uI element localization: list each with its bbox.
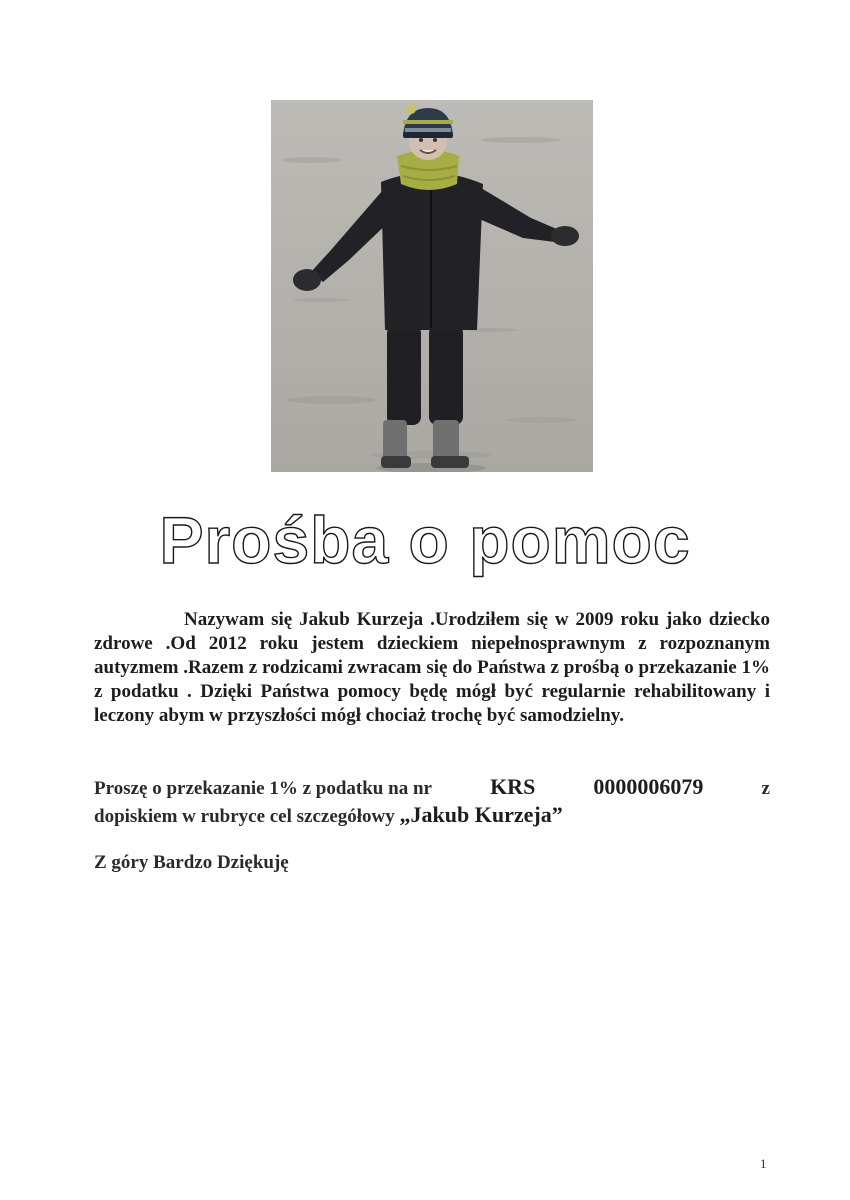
page-number: 1 (760, 1156, 767, 1171)
tax-request-prefix: Proszę o przekazanie 1% z podatku na nr (94, 778, 432, 799)
tax-request (94, 774, 770, 830)
tax-request-after-number: z (761, 778, 770, 799)
krs-label: KRS (490, 774, 536, 799)
appeal-text: Nazywam się Jakub Kurzeja .Urodziłem się w 2009 roku jako dziecko zdrowe .Od 2012 roku jestem dzieckiem niepełnosprawnym z rozpoznanym autyzmem .Razem z rodzicami zwracam się do Państwa z prośbą o przekazanie 1% z podatku . Dzięki Państwa pomocy będę mógł być regularnie rehabilitowany i leczony abym w przyszłości mógł chociaż trochę być samodzielny. (94, 609, 770, 726)
boy-photo (271, 100, 593, 472)
appeal-paragraph (94, 608, 770, 728)
tax-request-line2-prefix: dopiskiem w rubryce cel szczegółowy (94, 806, 395, 827)
krs-number: 0000006079 (593, 774, 704, 799)
tax-request-line-1 (94, 774, 770, 802)
signoff: Z góry Bardzo Dziękuję (94, 852, 289, 873)
tax-request-line-2 (94, 802, 770, 830)
goal-name: „Jakub Kurzeja” (399, 802, 563, 827)
page-title: Prośba o pomoc (159, 503, 691, 577)
